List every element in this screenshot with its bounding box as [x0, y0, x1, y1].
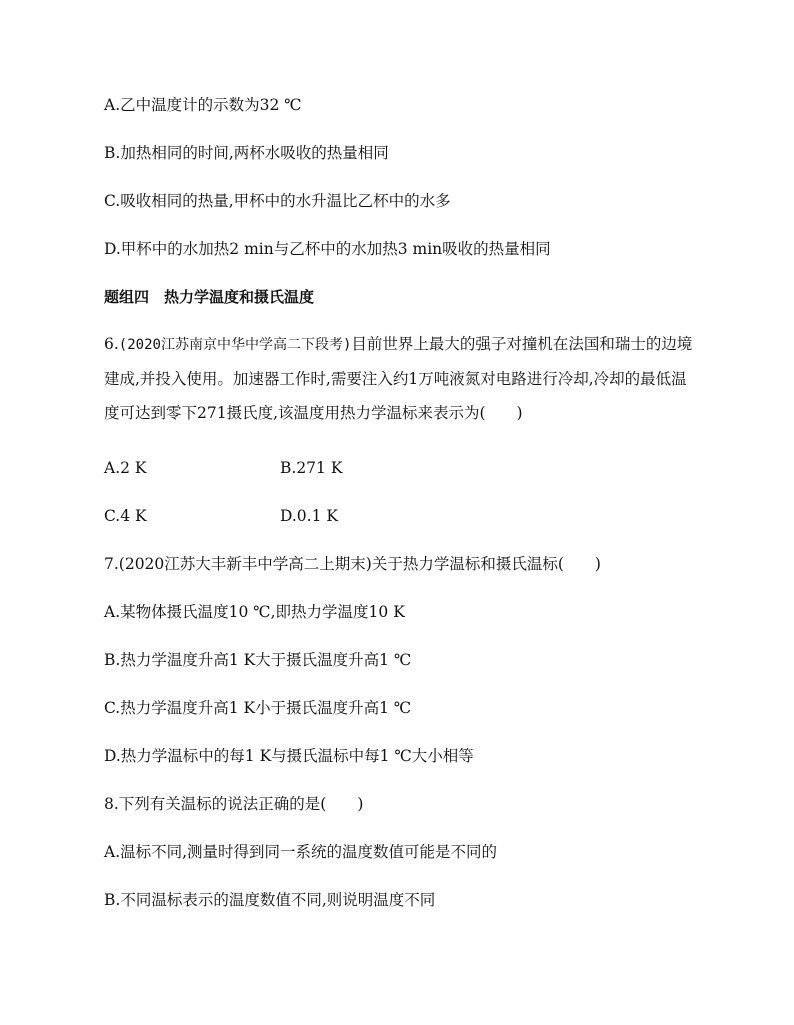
option-d-line: D.甲杯中的水加热2 min与乙杯中的水加热3 min吸收的热量相同	[104, 240, 551, 258]
question-6-option-b: B.271 K	[280, 459, 343, 477]
question-6-number: 6.	[104, 335, 119, 353]
option-b-line: B.加热相同的时间,两杯水吸收的热量相同	[104, 144, 389, 162]
question-7-stem: 7.(2020江苏大丰新丰中学高二上期末)关于热力学温标和摄氏温标( )	[104, 555, 601, 573]
question-6-source: (2020江苏南京中华中学高二下段考)	[118, 337, 352, 353]
option-c-line: C.吸收相同的热量,甲杯中的水升温比乙杯中的水多	[104, 192, 451, 210]
question-8-option-a: A.温标不同,测量时得到同一系统的温度数值可能是不同的	[104, 843, 498, 861]
question-6-options-row-1	[104, 458, 698, 478]
question-6-text: 目前世界上最大的强子对撞机在法国和瑞士的边境建成,并投入使用。加速器工作时,需要注入约1万吨液氮对电路进行冷却,冷却的最低温度可达到零下271摄氏度,该温度用热力学温标来表示为( )	[104, 335, 693, 422]
question-6-option-c: C.4 K	[104, 507, 147, 525]
section-heading: 题组四 热力学温度和摄氏温度	[104, 288, 315, 306]
question-6-options-row-2	[104, 506, 698, 526]
question-7-option-d: D.热力学温标中的每1 K与摄氏温标中每1 ℃大小相等	[104, 747, 474, 765]
question-7-option-b: B.热力学温度升高1 K大于摄氏温度升高1 ℃	[104, 651, 412, 669]
question-8-stem: 8.下列有关温标的说法正确的是( )	[104, 795, 364, 813]
question-6-option-d: D.0.1 K	[280, 507, 338, 525]
question-6-stem	[104, 327, 700, 430]
question-7-option-c: C.热力学温度升高1 K小于摄氏温度升高1 ℃	[104, 699, 412, 717]
question-8-option-b: B.不同温标表示的温度数值不同,则说明温度不同	[104, 891, 436, 909]
question-6-option-a: A.2 K	[104, 459, 147, 477]
question-7-option-a: A.某物体摄氏温度10 ℃,即热力学温度10 K	[104, 603, 405, 621]
option-a-line: A.乙中温度计的示数为32 ℃	[104, 96, 302, 114]
